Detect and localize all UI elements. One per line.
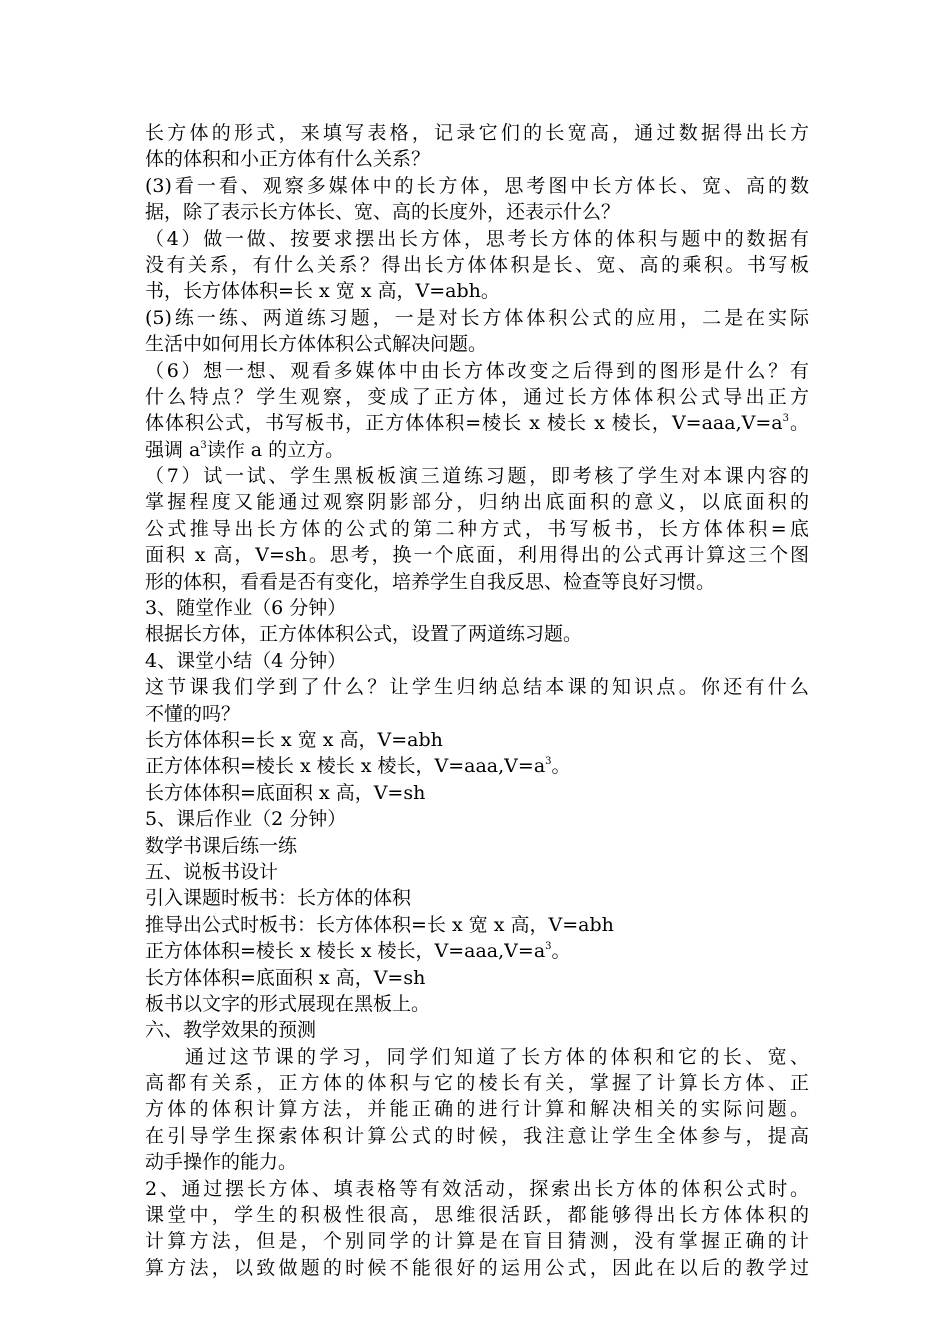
line-text-tail: 。	[551, 755, 571, 778]
text-line	[145, 859, 809, 885]
line-text-tail: 。	[551, 940, 571, 963]
text-line	[145, 1017, 809, 1043]
line-text: 长方体体积=底面积 x 高，V=sh	[145, 966, 426, 989]
text-line	[145, 173, 809, 199]
line-text: 算方法，以致做题的时候不能很好的运用公式，因此在以后的教学过	[145, 1256, 809, 1279]
line-text: 根据长方体，正方体体积公式，设置了两道练习题。	[145, 623, 583, 646]
line-text-tail: 读作 a 的立方。	[206, 438, 345, 461]
superscript-exponent: 3	[545, 756, 552, 768]
line-text: 动手操作的能力。	[145, 1151, 298, 1174]
text-line	[145, 1044, 809, 1070]
text-line	[145, 331, 809, 357]
line-text: 正方体体积=棱长 x 棱长 x 棱长，V=aaa,V=a	[145, 755, 546, 778]
text-line	[145, 965, 809, 991]
text-line	[145, 727, 809, 753]
text-line	[145, 358, 809, 384]
line-text: （6）想一想、观看多媒体中由长方体改变之后得到的图形是什么？有	[145, 359, 809, 382]
text-line	[145, 120, 809, 146]
line-text: 没有关系，有什么关系？得出长方体体积是长、宽、高的乘积。书写板	[145, 253, 809, 276]
line-text: 体体积公式，书写板书，正方体体积=棱长 x 棱长 x 棱长，V=aaa,V=a	[145, 412, 783, 435]
text-line	[145, 252, 809, 278]
text-line	[145, 410, 809, 436]
text-line	[145, 1149, 809, 1175]
line-text: （4）做一做、按要求摆出长方体，思考长方体的体积与题中的数据有	[145, 227, 809, 250]
text-line	[145, 1096, 809, 1122]
text-line	[145, 542, 809, 568]
text-line	[145, 621, 809, 647]
line-text: 生活中如何用长方体体积公式解决问题。	[145, 333, 488, 356]
line-text: 高都有关系，正方体的体积与它的棱长有关，掌握了计算长方体、正	[145, 1072, 809, 1095]
line-text: 通过这节课的学习，同学们知道了长方体的体积和它的长、宽、	[185, 1045, 809, 1068]
line-text: 数学书课后练一练	[145, 834, 298, 857]
line-text: 体的体积和小正方体有什么关系？	[145, 148, 431, 171]
text-line	[145, 806, 809, 832]
line-text: 板书以文字的形式展现在黑板上。	[145, 992, 431, 1015]
text-line	[145, 885, 809, 911]
text-line	[145, 595, 809, 621]
text-line	[145, 1176, 809, 1202]
superscript-exponent: 3	[200, 439, 207, 451]
line-text: 方体的体积计算方法，并能正确的进行计算和解决相关的实际问题。	[145, 1098, 809, 1121]
text-line	[145, 463, 809, 489]
text-line	[145, 1255, 809, 1281]
line-text: 掌握程度又能通过观察阴影部分，归纳出底面积的意义，以底面积的	[145, 491, 809, 514]
line-text: 计算方法，但是，个别同学的计算是在盲目猜测，没有掌握正确的计	[145, 1230, 809, 1253]
line-text: （7）试一试、学生黑板板演三道练习题，即考核了学生对本课内容的	[145, 465, 809, 488]
line-text: (5)练一练、两道练习题，一是对长方体体积公式的应用，二是在实际	[145, 306, 809, 329]
document-page	[145, 120, 809, 1281]
line-text: 五、说板书设计	[145, 860, 279, 883]
line-text: 六、教学效果的预测	[145, 1019, 317, 1042]
text-line	[145, 991, 809, 1017]
line-text: 引入课题时板书：长方体的体积	[145, 887, 412, 910]
line-text: 强调 a	[145, 438, 201, 461]
superscript-exponent: 3	[545, 941, 552, 953]
text-line	[145, 912, 809, 938]
text-line	[145, 1123, 809, 1149]
text-line	[145, 1228, 809, 1254]
line-text: 长方体体积=底面积 x 高，V=sh	[145, 781, 426, 804]
text-line	[145, 278, 809, 304]
line-text: 据，除了表示长方体长、宽、高的长度外，还表示什么？	[145, 201, 621, 224]
line-text: 在引导学生探索体积计算公式的时候，我注意让学生全体参与，提高	[145, 1124, 809, 1147]
text-line	[145, 305, 809, 331]
text-line	[145, 489, 809, 515]
line-text: 长方体体积=长 x 宽 x 高，V=abh	[145, 728, 443, 751]
line-text: 不懂的吗？	[145, 702, 241, 725]
line-text: 5、课后作业（2 分钟）	[145, 808, 347, 831]
line-text: (3)看一看、观察多媒体中的长方体，思考图中长方体长、宽、高的数	[145, 174, 809, 197]
line-text: 3、随堂作业（6 分钟）	[145, 597, 347, 620]
superscript-exponent: 3	[782, 413, 789, 425]
text-line	[145, 648, 809, 674]
line-text: 推导出公式时板书：长方体体积=长 x 宽 x 高，V=abh	[145, 913, 614, 936]
text-line	[145, 569, 809, 595]
line-text: 这节课我们学到了什么？让学生归纳总结本课的知识点。你还有什么	[145, 676, 809, 699]
line-text: 长方体的形式，来填写表格，记录它们的长宽高，通过数据得出长方	[145, 122, 809, 144]
line-text: 形的体积，看看是否有变化，培养学生自我反思、检查等良好习惯。	[145, 570, 716, 593]
text-line	[145, 674, 809, 700]
line-text: 2、通过摆长方体、填表格等有效活动，探索出长方体的体积公式时。	[145, 1177, 809, 1200]
text-line	[145, 780, 809, 806]
text-line	[145, 833, 809, 859]
text-line	[145, 1202, 809, 1228]
line-text: 什么特点？学生观察，变成了正方体，通过长方体体积公式导出正方	[145, 385, 809, 408]
line-text: 公式推导出长方体的公式的第二种方式，书写板书，长方体体积=底	[145, 517, 809, 540]
line-text: 正方体体积=棱长 x 棱长 x 棱长，V=aaa,V=a	[145, 940, 546, 963]
line-text: 课堂中，学生的积极性很高，思维很活跃，都能够得出长方体体积的	[145, 1204, 809, 1227]
text-line	[145, 938, 809, 964]
text-line	[145, 437, 809, 463]
text-line	[145, 146, 809, 172]
text-line	[145, 516, 809, 542]
text-line	[145, 1070, 809, 1096]
text-line	[145, 199, 809, 225]
line-text-tail: 。	[788, 412, 809, 435]
text-line	[145, 384, 809, 410]
text-line	[145, 226, 809, 252]
line-text: 面积 x 高，V=sh。思考，换一个底面，利用得出的公式再计算这三个图	[145, 544, 809, 567]
text-line	[145, 701, 809, 727]
line-text: 书，长方体体积=长 x 宽 x 高，V=abh。	[145, 280, 500, 303]
text-line	[145, 753, 809, 779]
line-text: 4、课堂小结（4 分钟）	[145, 649, 347, 672]
